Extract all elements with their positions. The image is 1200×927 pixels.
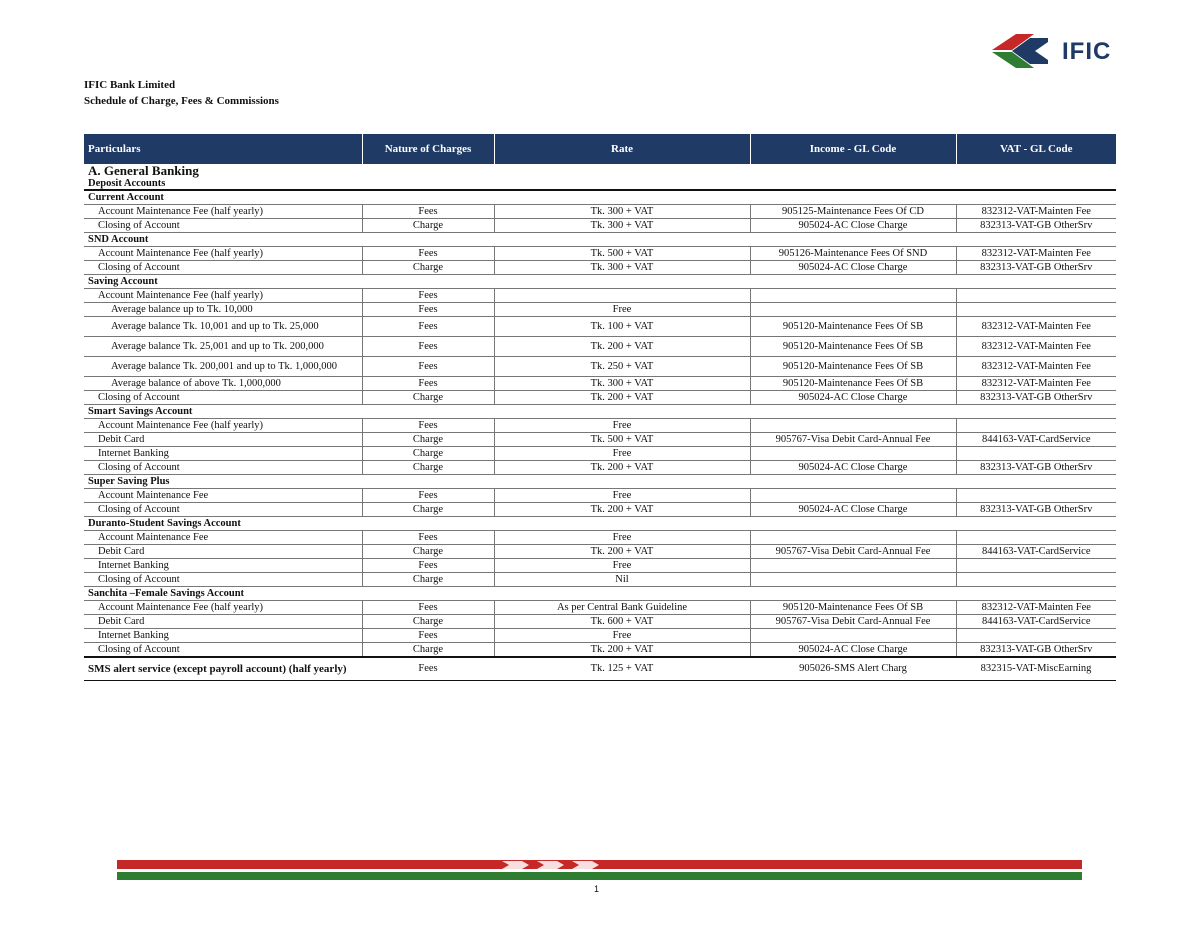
nature-cell: Charge <box>362 461 494 475</box>
vat-gl-cell: 832313-VAT-GB OtherSrv <box>956 261 1116 275</box>
empty-cell <box>750 275 956 289</box>
income-gl-cell <box>750 629 956 643</box>
table-row <box>84 303 1116 317</box>
empty-cell <box>362 405 494 419</box>
vat-gl-cell: 832315-VAT-MiscEarning <box>956 657 1116 681</box>
nature-cell: Fees <box>362 377 494 391</box>
nature-cell: Charge <box>362 615 494 629</box>
nature-cell: Fees <box>362 489 494 503</box>
rate-cell: Nil <box>494 573 750 587</box>
vat-gl-cell: 832312-VAT-Mainten Fee <box>956 377 1116 391</box>
particulars-cell: Average balance Tk. 10,001 and up to Tk. 25,000 <box>84 317 362 337</box>
nature-cell: Fees <box>362 357 494 377</box>
group-row <box>84 190 1116 205</box>
header-particulars: Particulars <box>84 134 362 164</box>
vat-gl-cell: 832312-VAT-Mainten Fee <box>956 601 1116 615</box>
section-row <box>84 164 1116 178</box>
income-gl-cell: 905024-AC Close Charge <box>750 503 956 517</box>
empty-cell <box>750 475 956 489</box>
particulars-cell: Closing of Account <box>84 219 362 233</box>
particulars-cell: Closing of Account <box>84 503 362 517</box>
bank-name: IFIC Bank Limited <box>84 79 176 91</box>
empty-cell <box>956 517 1116 531</box>
nature-cell: Fees <box>362 289 494 303</box>
particulars-cell: SMS alert service (except payroll account) (half yearly) <box>84 657 362 681</box>
group-title: Saving Account <box>84 275 362 289</box>
nature-cell: Charge <box>362 545 494 559</box>
table-row <box>84 219 1116 233</box>
empty-cell <box>494 405 750 419</box>
rate-cell: Tk. 300 + VAT <box>494 205 750 219</box>
rate-cell: Free <box>494 447 750 461</box>
rate-cell: Tk. 100 + VAT <box>494 317 750 337</box>
particulars-cell: Account Maintenance Fee (half yearly) <box>84 205 362 219</box>
particulars-cell: Closing of Account <box>84 391 362 405</box>
nature-cell: Fees <box>362 657 494 681</box>
rate-cell: Tk. 200 + VAT <box>494 391 750 405</box>
nature-cell: Charge <box>362 219 494 233</box>
income-gl-cell <box>750 559 956 573</box>
vat-gl-cell: 832312-VAT-Mainten Fee <box>956 205 1116 219</box>
vat-gl-cell: 832312-VAT-Mainten Fee <box>956 357 1116 377</box>
document-title: Schedule of Charge, Fees & Commissions <box>84 95 279 107</box>
particulars-cell: Debit Card <box>84 545 362 559</box>
group-row <box>84 405 1116 419</box>
vat-gl-cell <box>956 489 1116 503</box>
logo-text: IFIC <box>1062 38 1112 65</box>
rate-cell: Tk. 600 + VAT <box>494 615 750 629</box>
table-row <box>84 601 1116 615</box>
table-row <box>84 629 1116 643</box>
particulars-cell: Internet Banking <box>84 559 362 573</box>
section-title: A. General Banking <box>88 164 199 178</box>
empty-cell <box>750 405 956 419</box>
empty-cell <box>362 190 494 205</box>
rate-cell: Tk. 200 + VAT <box>494 643 750 658</box>
empty-cell <box>956 587 1116 601</box>
particulars-cell: Average balance up to Tk. 10,000 <box>84 303 362 317</box>
nature-cell: Charge <box>362 447 494 461</box>
particulars-cell: Average balance Tk. 25,001 and up to Tk. 200,000 <box>84 337 362 357</box>
header-rate: Rate <box>494 134 750 164</box>
group-row <box>84 517 1116 531</box>
vat-gl-cell <box>956 531 1116 545</box>
group-title: Duranto-Student Savings Account <box>84 517 362 531</box>
rate-cell: Tk. 500 + VAT <box>494 433 750 447</box>
table-row <box>84 317 1116 337</box>
empty-cell <box>750 517 956 531</box>
vat-gl-cell: 844163-VAT-CardService <box>956 545 1116 559</box>
rate-cell: As per Central Bank Guideline <box>494 601 750 615</box>
table-body <box>84 164 1116 681</box>
footer-band <box>117 860 1082 882</box>
table-header-row <box>84 134 1116 164</box>
nature-cell: Fees <box>362 419 494 433</box>
nature-cell: Fees <box>362 531 494 545</box>
particulars-cell: Account Maintenance Fee (half yearly) <box>84 601 362 615</box>
table-row <box>84 205 1116 219</box>
particulars-cell: Debit Card <box>84 615 362 629</box>
particulars-cell: Closing of Account <box>84 643 362 658</box>
vat-gl-cell <box>956 559 1116 573</box>
table-row <box>84 573 1116 587</box>
table-row <box>84 643 1116 658</box>
vat-gl-cell: 832312-VAT-Mainten Fee <box>956 337 1116 357</box>
particulars-cell: Account Maintenance Fee <box>84 531 362 545</box>
income-gl-cell: 905024-AC Close Charge <box>750 219 956 233</box>
particulars-cell: Account Maintenance Fee (half yearly) <box>84 247 362 261</box>
empty-cell <box>750 233 956 247</box>
particulars-cell: Average balance of above Tk. 1,000,000 <box>84 377 362 391</box>
empty-cell <box>362 233 494 247</box>
income-gl-cell: 905120-Maintenance Fees Of SB <box>750 357 956 377</box>
empty-cell <box>362 517 494 531</box>
empty-cell <box>956 233 1116 247</box>
subsection-row <box>84 178 1116 190</box>
rate-cell: Free <box>494 489 750 503</box>
vat-gl-cell: 832313-VAT-GB OtherSrv <box>956 391 1116 405</box>
charges-table <box>84 134 1116 681</box>
empty-cell <box>362 275 494 289</box>
nature-cell: Fees <box>362 247 494 261</box>
table-row <box>84 461 1116 475</box>
vat-gl-cell <box>956 303 1116 317</box>
income-gl-cell: 905120-Maintenance Fees Of SB <box>750 337 956 357</box>
nature-cell: Charge <box>362 261 494 275</box>
income-gl-cell <box>750 489 956 503</box>
rate-cell: Tk. 500 + VAT <box>494 247 750 261</box>
vat-gl-cell: 832312-VAT-Mainten Fee <box>956 317 1116 337</box>
rate-cell: Tk. 125 + VAT <box>494 657 750 681</box>
table-row <box>84 337 1116 357</box>
vat-gl-cell: 844163-VAT-CardService <box>956 433 1116 447</box>
particulars-cell: Closing of Account <box>84 261 362 275</box>
rate-cell: Free <box>494 419 750 433</box>
empty-cell <box>494 275 750 289</box>
rate-cell: Free <box>494 303 750 317</box>
income-gl-cell: 905120-Maintenance Fees Of SB <box>750 601 956 615</box>
income-gl-cell <box>750 289 956 303</box>
empty-cell <box>494 190 750 205</box>
group-row <box>84 475 1116 489</box>
income-gl-cell: 905767-Visa Debit Card-Annual Fee <box>750 545 956 559</box>
vat-gl-cell: 832313-VAT-GB OtherSrv <box>956 643 1116 658</box>
table-row <box>84 261 1116 275</box>
vat-gl-cell: 832313-VAT-GB OtherSrv <box>956 219 1116 233</box>
group-title: Current Account <box>84 190 362 205</box>
empty-cell <box>494 233 750 247</box>
vat-gl-cell <box>956 419 1116 433</box>
nature-cell: Charge <box>362 433 494 447</box>
empty-cell <box>362 475 494 489</box>
table-row <box>84 447 1116 461</box>
nature-cell: Fees <box>362 303 494 317</box>
empty-cell <box>956 190 1116 205</box>
group-title: SND Account <box>84 233 362 247</box>
empty-cell <box>956 475 1116 489</box>
nature-cell: Charge <box>362 643 494 658</box>
table-row <box>84 419 1116 433</box>
table-row <box>84 615 1116 629</box>
particulars-cell: Closing of Account <box>84 573 362 587</box>
rate-cell <box>494 289 750 303</box>
empty-cell <box>750 587 956 601</box>
income-gl-cell: 905026-SMS Alert Charg <box>750 657 956 681</box>
subsection-title: Deposit Accounts <box>84 178 1116 190</box>
group-title: Sanchita –Female Savings Account <box>84 587 362 601</box>
rate-cell: Tk. 200 + VAT <box>494 461 750 475</box>
empty-cell <box>494 517 750 531</box>
group-title: Super Saving Plus <box>84 475 362 489</box>
rate-cell: Tk. 300 + VAT <box>494 377 750 391</box>
table-row <box>84 433 1116 447</box>
nature-cell: Charge <box>362 573 494 587</box>
vat-gl-cell: 832313-VAT-GB OtherSrv <box>956 503 1116 517</box>
empty-cell <box>494 587 750 601</box>
vat-gl-cell <box>956 447 1116 461</box>
income-gl-cell: 905024-AC Close Charge <box>750 261 956 275</box>
income-gl-cell: 905767-Visa Debit Card-Annual Fee <box>750 615 956 629</box>
page-number: 1 <box>594 884 600 894</box>
table-row <box>84 531 1116 545</box>
vat-gl-cell: 832313-VAT-GB OtherSrv <box>956 461 1116 475</box>
income-gl-cell: 905024-AC Close Charge <box>750 643 956 658</box>
empty-cell <box>362 587 494 601</box>
nature-cell: Fees <box>362 629 494 643</box>
rate-cell: Tk. 250 + VAT <box>494 357 750 377</box>
income-gl-cell: 905767-Visa Debit Card-Annual Fee <box>750 433 956 447</box>
table-row <box>84 357 1116 377</box>
income-gl-cell: 905125-Maintenance Fees Of CD <box>750 205 956 219</box>
income-gl-cell: 905120-Maintenance Fees Of SB <box>750 317 956 337</box>
income-gl-cell: 905024-AC Close Charge <box>750 391 956 405</box>
particulars-cell: Debit Card <box>84 433 362 447</box>
income-gl-cell <box>750 419 956 433</box>
income-gl-cell: 905120-Maintenance Fees Of SB <box>750 377 956 391</box>
rate-cell: Tk. 300 + VAT <box>494 261 750 275</box>
table-row <box>84 377 1116 391</box>
rate-cell: Tk. 300 + VAT <box>494 219 750 233</box>
rate-cell: Free <box>494 531 750 545</box>
empty-cell <box>750 190 956 205</box>
vat-gl-cell: 844163-VAT-CardService <box>956 615 1116 629</box>
income-gl-cell: 905024-AC Close Charge <box>750 461 956 475</box>
table-row <box>84 559 1116 573</box>
table-row <box>84 289 1116 303</box>
income-gl-cell <box>750 531 956 545</box>
rate-cell: Tk. 200 + VAT <box>494 503 750 517</box>
particulars-cell: Account Maintenance Fee <box>84 489 362 503</box>
empty-cell <box>494 475 750 489</box>
header-vat-gl: VAT - GL Code <box>956 134 1116 164</box>
group-title: Smart Savings Account <box>84 405 362 419</box>
particulars-cell: Account Maintenance Fee (half yearly) <box>84 419 362 433</box>
particulars-cell: Closing of Account <box>84 461 362 475</box>
empty-cell <box>956 405 1116 419</box>
table-row <box>84 503 1116 517</box>
income-gl-cell: 905126-Maintenance Fees Of SND <box>750 247 956 261</box>
table-row <box>84 489 1116 503</box>
group-row <box>84 275 1116 289</box>
empty-cell <box>956 275 1116 289</box>
vat-gl-cell <box>956 573 1116 587</box>
income-gl-cell <box>750 573 956 587</box>
particulars-cell: Internet Banking <box>84 629 362 643</box>
nature-cell: Charge <box>362 391 494 405</box>
rate-cell: Free <box>494 559 750 573</box>
vat-gl-cell <box>956 289 1116 303</box>
nature-cell: Fees <box>362 337 494 357</box>
vat-gl-cell <box>956 629 1116 643</box>
particulars-cell: Average balance Tk. 200,001 and up to Tk. 1,000,000 <box>84 357 362 377</box>
table-row <box>84 247 1116 261</box>
nature-cell: Fees <box>362 205 494 219</box>
particulars-cell: Internet Banking <box>84 447 362 461</box>
particulars-cell: Account Maintenance Fee (half yearly) <box>84 289 362 303</box>
table-row <box>84 545 1116 559</box>
rate-cell: Free <box>494 629 750 643</box>
nature-cell: Fees <box>362 601 494 615</box>
nature-cell: Fees <box>362 559 494 573</box>
income-gl-cell <box>750 303 956 317</box>
header-income-gl: Income - GL Code <box>750 134 956 164</box>
rate-cell: Tk. 200 + VAT <box>494 545 750 559</box>
income-gl-cell <box>750 447 956 461</box>
sms-alert-row <box>84 657 1116 681</box>
nature-cell: Fees <box>362 317 494 337</box>
table-row <box>84 391 1116 405</box>
header-nature: Nature of Charges <box>362 134 494 164</box>
group-row <box>84 587 1116 601</box>
vat-gl-cell: 832312-VAT-Mainten Fee <box>956 247 1116 261</box>
group-row <box>84 233 1116 247</box>
nature-cell: Charge <box>362 503 494 517</box>
rate-cell: Tk. 200 + VAT <box>494 337 750 357</box>
